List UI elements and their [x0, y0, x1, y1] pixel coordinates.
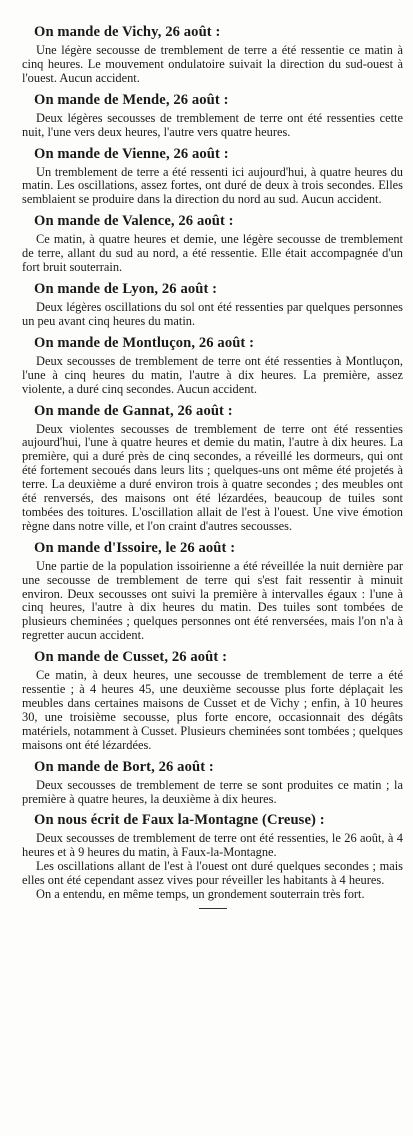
dispatch-issoire — [22, 540, 403, 643]
dispatch-heading: On mande de Vienne, 26 août : — [34, 145, 229, 162]
dispatch-paragraph: Un tremblement de terre a été ressenti ici aujourd'hui, à quatre heures du matin. Les oscillations, assez fortes, ont duré de deux à trois secondes. Elles semblaient se produire dans la direction du nord au sud. Aucun accident. — [22, 164, 403, 207]
dispatch-body — [22, 233, 403, 275]
dispatch-heading: On mande de Vichy, 26 août : — [34, 24, 221, 40]
dispatch-body — [22, 166, 403, 208]
dispatch-paragraph: Ce matin, à deux heures, une secousse de tremblement de terre a été ressentie ; à 4 heures 45, une deuxième secousse plus forte déplaçait les meubles dans certaines maisons de Cusset et de Vichy ; enfin, à 10 heures 30, une troisième secousse, plus forte encore, occasionnait des dégâts matériels, notamment à Cusset. Plusieurs cheminées sont tombées ; quelques maisons ont été lézardées. — [22, 668, 403, 752]
dispatch-body — [22, 779, 403, 807]
dispatch-paragraph: Deux légères oscillations du sol ont été ressenties par quelques personnes un peu avant cinq heures du matin. — [22, 299, 403, 328]
dispatch-lyon — [22, 281, 403, 329]
dispatch-paragraph: Deux secousses de tremblement de terre se sont produites ce matin ; la première à quatre heures, la deuxième à dix heures. — [22, 777, 403, 806]
dispatch-paragraph: Deux légères secousses de tremblement de terre ont été ressenties cette nuit, l'une vers deux heures, l'autre vers quatre heures. — [22, 110, 403, 139]
dispatch-paragraph: Une légère secousse de tremblement de terre a été ressentie ce matin à cinq heures. Le mouvement ondulatoire suivait la direction du sud-ouest à l'ouest. Aucun accident. — [22, 43, 403, 85]
dispatch-heading: On mande de Gannat, 26 août : — [34, 402, 233, 419]
dispatch-heading: On mande d'Issoire, le 26 août : — [34, 539, 236, 556]
dispatch-vichy — [22, 24, 403, 86]
dispatch-paragraph: Deux secousses de tremblement de terre ont été ressenties, le 26 août, à 4 heures et à 9 heures du matin, à Faux-la-Montagne. — [22, 831, 403, 860]
dispatch-gannat — [22, 403, 403, 534]
dispatch-heading: On mande de Valence, 26 août : — [34, 213, 234, 230]
dispatch-body — [22, 355, 403, 397]
dispatch-body — [22, 560, 403, 643]
dispatch-paragraph: Les oscillations allant de l'est à l'ouest ont duré quelques secondes ; mais elles ont été cependant assez vives pour réveiller les habitants à 4 heures. — [22, 859, 403, 888]
dispatch-body — [22, 423, 403, 534]
dispatch-body — [22, 301, 403, 329]
dispatch-body — [22, 112, 403, 140]
dispatch-cusset — [22, 649, 403, 752]
dispatch-heading: On mande de Lyon, 26 août : — [34, 280, 218, 297]
dispatch-paragraph: On a entendu, en même temps, un grondement souterrain très fort. — [36, 887, 365, 902]
dispatch-paragraph: Deux violentes secousses de tremblement de terre ont été ressenties aujourd'hui, l'une à quatre heures et demie du matin, l'autre à dix heures. La première, qui a duré près de cinq secondes, a réveillé les dormeurs, qui ont été fortement secoués dans leurs lits ; quelques-uns ont même été projetés à terre. La deuxième a duré environ trois à quatre secondes ; des meubles ont été renversés, des maisons ont été lézardées, beaucoup de tuiles sont tombées des toitures. L'oscillation allait de l'est à l'ouest. Une vive émotion règne dans notre ville, et l'on craint d'autres secousses. — [22, 421, 403, 533]
section-divider — [199, 908, 227, 909]
dispatch-paragraph: Deux secousses de tremblement de terre ont été ressenties à Montluçon, l'une à cinq heures du matin, l'autre à dix heures. La première, assez violente, a duré cinq secondes. Aucun accident. — [22, 353, 403, 396]
dispatch-valence — [22, 213, 403, 275]
dispatch-montlucon — [22, 335, 403, 397]
dispatch-vienne — [22, 146, 403, 208]
dispatch-heading: On mande de Cusset, 26 août : — [34, 649, 228, 666]
dispatch-heading: On mande de Bort, 26 août : — [34, 758, 214, 775]
dispatch-paragraph: Ce matin, à quatre heures et demie, une légère secousse de tremblement de terre, allant du sud au nord, a été ressentie. Elle était accompagnée d'un fort bruit souterrain. — [22, 232, 403, 275]
dispatch-paragraph: Une partie de la population issoirienne a été réveillée la nuit dernière par une secousse de tremblement de terre qui s'est fait ressentir à minuit environ. Deux secousses ont suivi la première à intervalles égaux : l'une à cinq heures, l'autre à dix heures du matin. Des tuiles sont tombées de plusieurs cheminées ; quelques personnes ont été renversées, mais l'on n'a à regretter aucun accident. — [22, 558, 403, 643]
dispatch-heading: On nous écrit de Faux la-Montagne (Creuse) : — [34, 812, 325, 829]
dispatch-mende — [22, 92, 403, 140]
dispatch-heading: On mande de Montluçon, 26 août : — [34, 334, 255, 351]
dispatch-body — [22, 669, 403, 752]
dispatch-body — [22, 44, 403, 86]
dispatch-faux-la-montagne — [22, 812, 403, 902]
dispatch-bort — [22, 759, 403, 807]
dispatch-heading: On mande de Mende, 26 août : — [34, 91, 229, 108]
dispatch-body — [22, 832, 403, 902]
